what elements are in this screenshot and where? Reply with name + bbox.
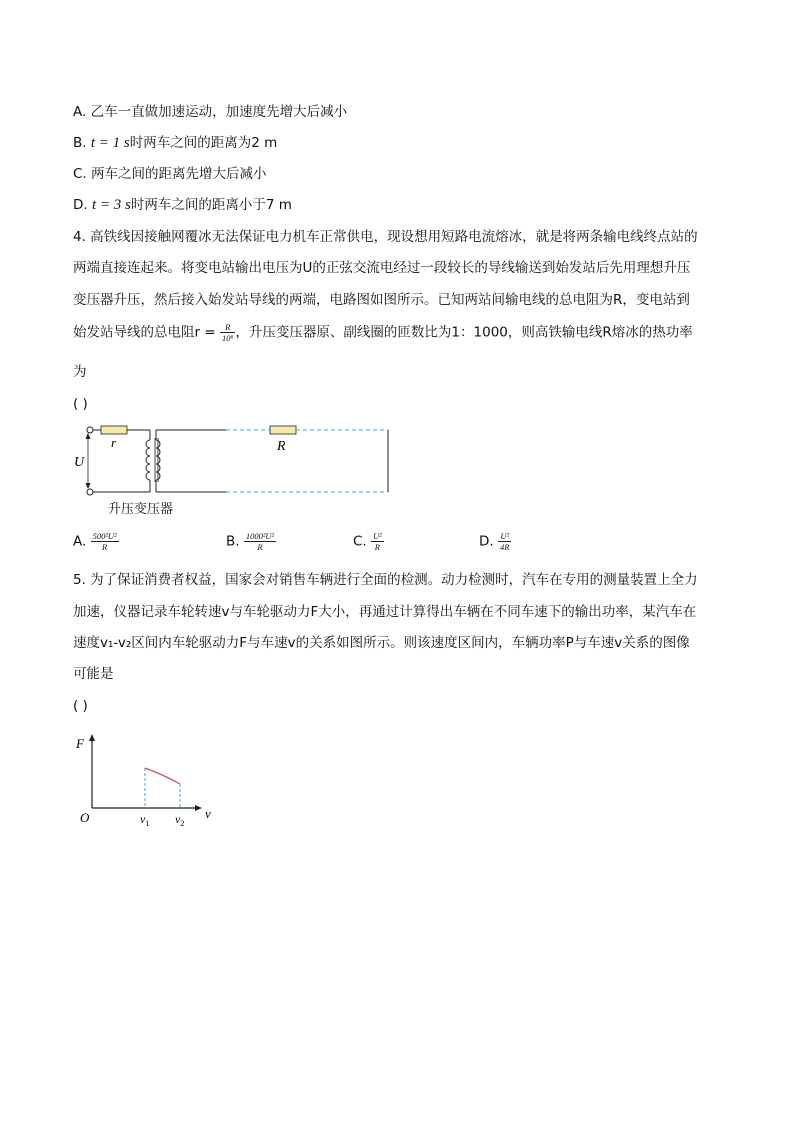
q5-stem-line-4: 可能是 (73, 666, 114, 682)
axis-label-v: v (205, 806, 211, 821)
v1-label: $v_1$ (140, 812, 150, 828)
q4-stem-line-1: 4. 高铁线因接触网覆冰无法保证电力机车正常供电，现设想用短路电流熔冰，就是将两条输电线终点站的 (73, 229, 698, 245)
q4-stem-line-4-b: ，升压变压器原、副线圈的匝数比为1：1000，则高铁输电线R熔冰的热功率 (235, 324, 693, 341)
q5-stem-line-3: 速度v₁-v₂区间内车轮驱动力F与车速v的关系如图所示。则该速度区间内，车辆功率P与车速v关系的图像 (73, 635, 690, 651)
q4-stem-line-4-a: 始发站导线的总电阻r = (73, 324, 220, 341)
q3-option-b (73, 133, 277, 153)
q4-option-a: A. $\frac{\text{500²U²}}{R}$ (73, 531, 117, 552)
axis-label-f: F (76, 736, 84, 751)
q3-option-b-prefix: B. (73, 135, 91, 151)
transformer-caption: 升压变压器 (108, 502, 174, 517)
q3-option-b-math: t = 1 s (90, 135, 130, 151)
q4-option-c: C. $\frac{\text{U²}}{R}$ (353, 531, 382, 552)
resistor-r (101, 426, 127, 434)
q3-option-b-suffix: 时两车之间的距离为2 m (129, 135, 278, 151)
q4-stem-line-3: 变压器升压，然后接入始发站导线的两端，电路图如图所示。已知两站间输电线的总电阻为R，变电站到 (73, 292, 690, 308)
q3-option-d-suffix: 时两车之间的距离小于7 m (130, 197, 292, 213)
q5-force-velocity-graph (72, 730, 222, 830)
v2-label: $v_2$ (175, 812, 185, 828)
resistor-r-label: r (111, 435, 117, 450)
q4-option-b: B. $\frac{\text{1000²U²}}{R}$ (226, 531, 275, 552)
q3-option-a: A. 乙车一直做加速运动，加速度先增大后减小 (73, 104, 348, 120)
q3-option-d (73, 195, 292, 215)
origin-label: O (80, 810, 90, 825)
q3-option-c: C. 两车之间的距离先增大后减小 (73, 166, 267, 182)
q4-stem-line-5: 为 (73, 364, 87, 380)
q3-option-d-math: t = 3 s (91, 197, 131, 213)
q4-resistance-fraction: $\frac{R}{\text{10⁶}}$ (221, 322, 234, 343)
voltage-label-u: U (74, 455, 85, 470)
q5-answer-paren: ( ) (73, 698, 88, 714)
q4-answer-paren: ( ) (73, 396, 88, 412)
primary-coil (146, 440, 150, 480)
force-curve (145, 768, 180, 784)
q4-stem-line-4 (73, 322, 693, 343)
q3-option-d-prefix: D. (73, 197, 92, 213)
q4-stem-line-2: 两端直接连起来。将变电站输出电压为U的正弦交流电经过一段较长的导线输送到始发站后先用理想升压 (73, 260, 691, 276)
resistor-big-r (270, 426, 296, 434)
q5-stem-line-1: 5. 为了保证消费者权益，国家会对销售车辆进行全面的检测。动力检测时，汽车在专用的测量装置上全力 (73, 572, 698, 588)
q4-option-d: D. $\frac{\text{U²}}{4R}$ (479, 531, 510, 552)
resistor-big-r-label: R (277, 439, 286, 454)
q5-stem-line-2: 加速，仪器记录车轮转速v与车轮驱动力F大小，再通过计算得出车辆在不同车速下的输出功率，某汽车在 (73, 604, 697, 620)
